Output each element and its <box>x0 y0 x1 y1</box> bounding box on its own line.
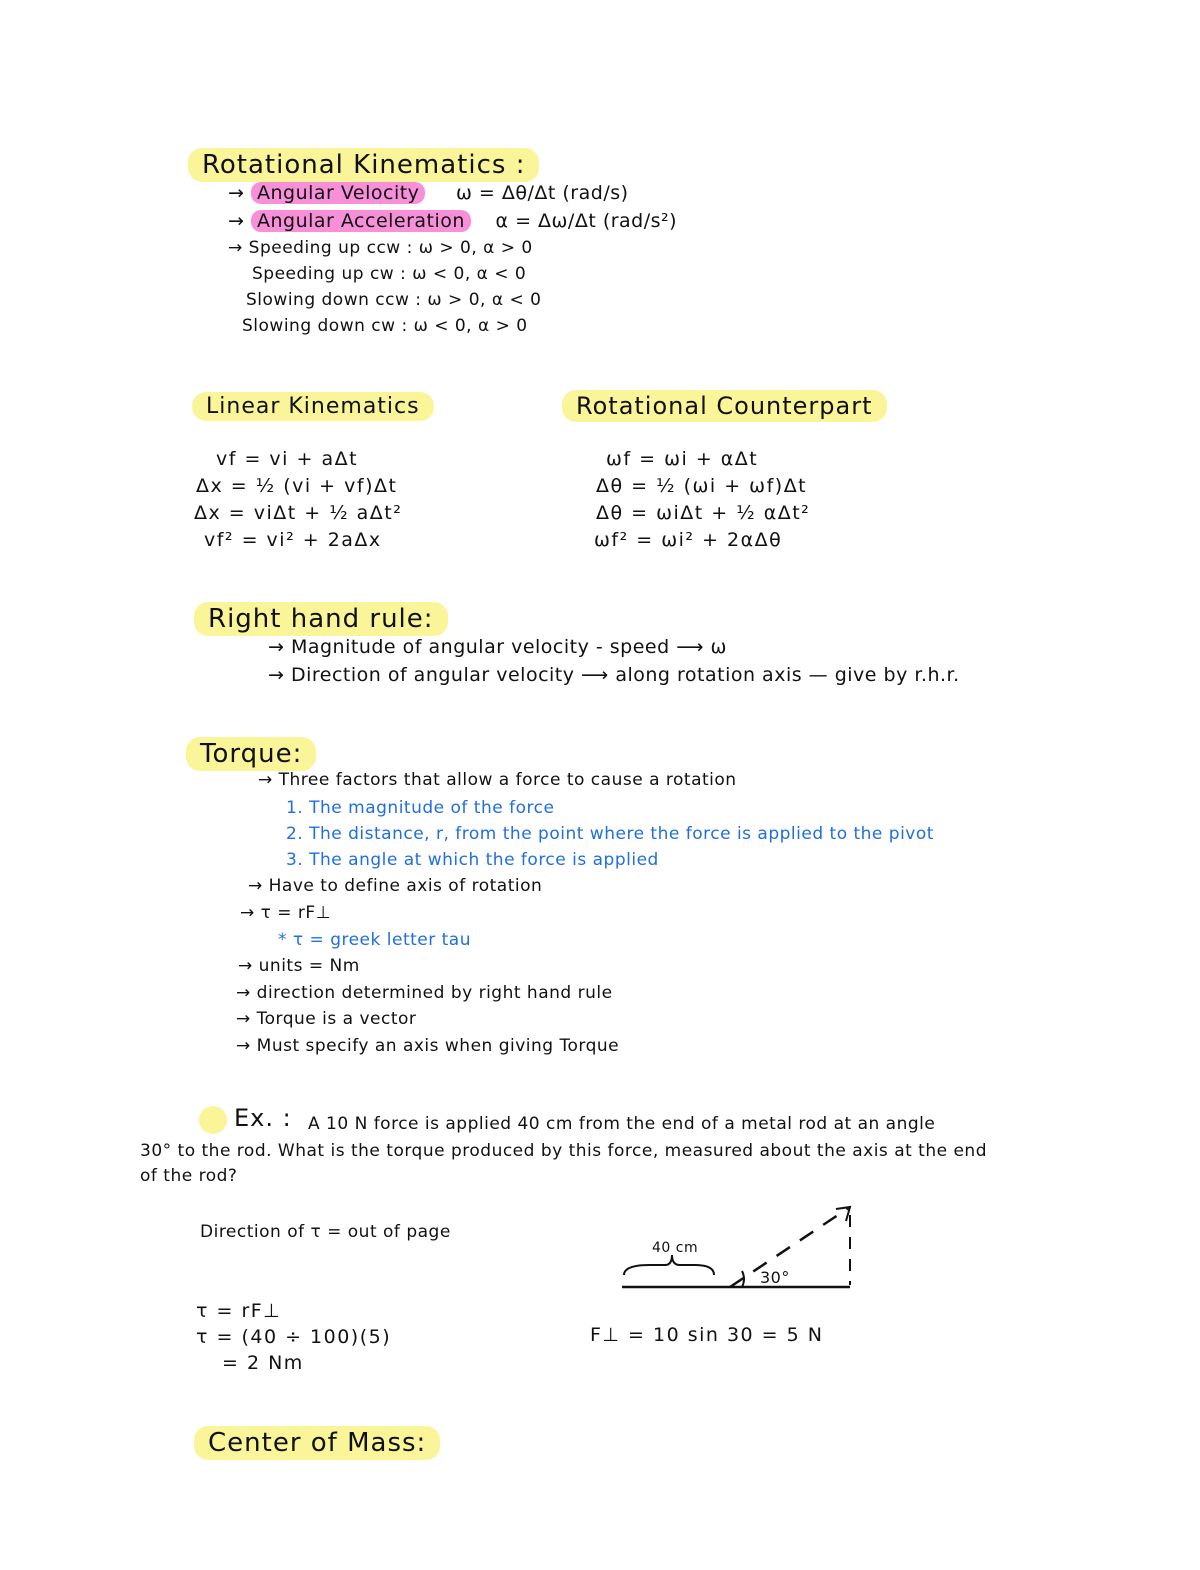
right-hand-rule-heading: Right hand rule: <box>194 602 448 636</box>
force-line <box>730 1207 850 1287</box>
linear-kinematics-heading: Linear Kinematics <box>192 392 434 421</box>
example-text: A 10 N force is applied 40 cm from the end of a metal rod at an angle <box>308 1114 936 1134</box>
torque-intro: → Three factors that allow a force to cause a rotation <box>258 770 737 790</box>
rotational-equation: Δθ = ωiΔt + ½ αΔt² <box>596 502 811 524</box>
f-perp-calc: F⊥ = 10 sin 30 = 5 N <box>590 1324 824 1346</box>
example-label: Ex. : <box>234 1104 292 1132</box>
case-line: Slowing down cw : ω < 0, α > 0 <box>242 316 528 336</box>
example-text: of the rod? <box>140 1166 238 1186</box>
rotational-equation: Δθ = ½ (ωi + ωf)Δt <box>596 475 808 497</box>
rotational-kinematics-heading: Rotational Kinematics : <box>188 148 539 182</box>
solution-step: τ = (40 ÷ 100)(5) <box>196 1326 392 1348</box>
linear-equation: Δx = viΔt + ½ aΔt² <box>194 502 403 524</box>
case-line: → Speeding up ccw : ω > 0, α > 0 <box>228 238 533 258</box>
torque-note: * τ = greek letter tau <box>278 930 471 950</box>
torque-note: → τ = rF⊥ <box>240 903 332 923</box>
angular-velocity-label: Angular Velocity <box>251 182 425 204</box>
arrow-icon: → <box>228 182 245 204</box>
right-hand-line: → Direction of angular velocity ⟶ along rotation axis — give by r.h.r. <box>268 664 960 686</box>
angular-velocity-formula: ω = Δθ/Δt (rad/s) <box>455 182 629 204</box>
angular-acceleration-line <box>228 210 677 232</box>
center-of-mass-heading: Center of Mass: <box>194 1426 440 1460</box>
torque-note: → Must specify an axis when giving Torque <box>236 1036 620 1056</box>
solution-step: τ = rF⊥ <box>196 1300 282 1322</box>
right-hand-line: → Magnitude of angular velocity - speed ⟶ ω <box>268 636 727 658</box>
rotational-counterpart-heading: Rotational Counterpart <box>562 390 887 422</box>
torque-note: → Have to define axis of rotation <box>248 876 543 896</box>
torque-factor: 1. The magnitude of the force <box>286 798 555 818</box>
solution-step: = 2 Nm <box>222 1352 304 1374</box>
highlight-dot <box>199 1106 227 1134</box>
example-text: 30° to the rod. What is the torque produced by this force, measured about the axis at the end <box>140 1141 988 1161</box>
rotational-equation: ωf² = ωi² + 2αΔθ <box>594 529 783 551</box>
angular-acceleration-label: Angular Acceleration <box>251 210 471 232</box>
torque-factor: 3. The angle at which the force is applied <box>286 850 659 870</box>
rotational-equation: ωf = ωi + αΔt <box>606 448 759 470</box>
diagram-angle: 30° <box>760 1268 790 1287</box>
torque-direction: Direction of τ = out of page <box>200 1222 451 1242</box>
torque-heading: Torque: <box>186 737 316 771</box>
torque-note: → Torque is a vector <box>236 1009 417 1029</box>
angular-velocity-line <box>228 182 629 204</box>
arrow-icon: → <box>228 210 245 232</box>
torque-factor: 2. The distance, r, from the point where the force is applied to the pivot <box>286 824 934 844</box>
linear-equation: vf = vi + aΔt <box>216 448 359 470</box>
case-line: Speeding up cw : ω < 0, α < 0 <box>252 264 527 284</box>
case-line: Slowing down ccw : ω > 0, α < 0 <box>246 290 542 310</box>
torque-note: → units = Nm <box>238 956 360 976</box>
linear-equation: Δx = ½ (vi + vf)Δt <box>196 475 398 497</box>
rod-force-diagram <box>610 1195 880 1305</box>
diagram-length: 40 cm <box>652 1240 699 1256</box>
torque-note: → direction determined by right hand rule <box>236 983 613 1003</box>
angular-acceleration-formula: α = Δω/Δt (rad/s²) <box>495 210 678 232</box>
linear-equation: vf² = vi² + 2aΔx <box>204 529 382 551</box>
length-brace <box>624 1255 714 1275</box>
